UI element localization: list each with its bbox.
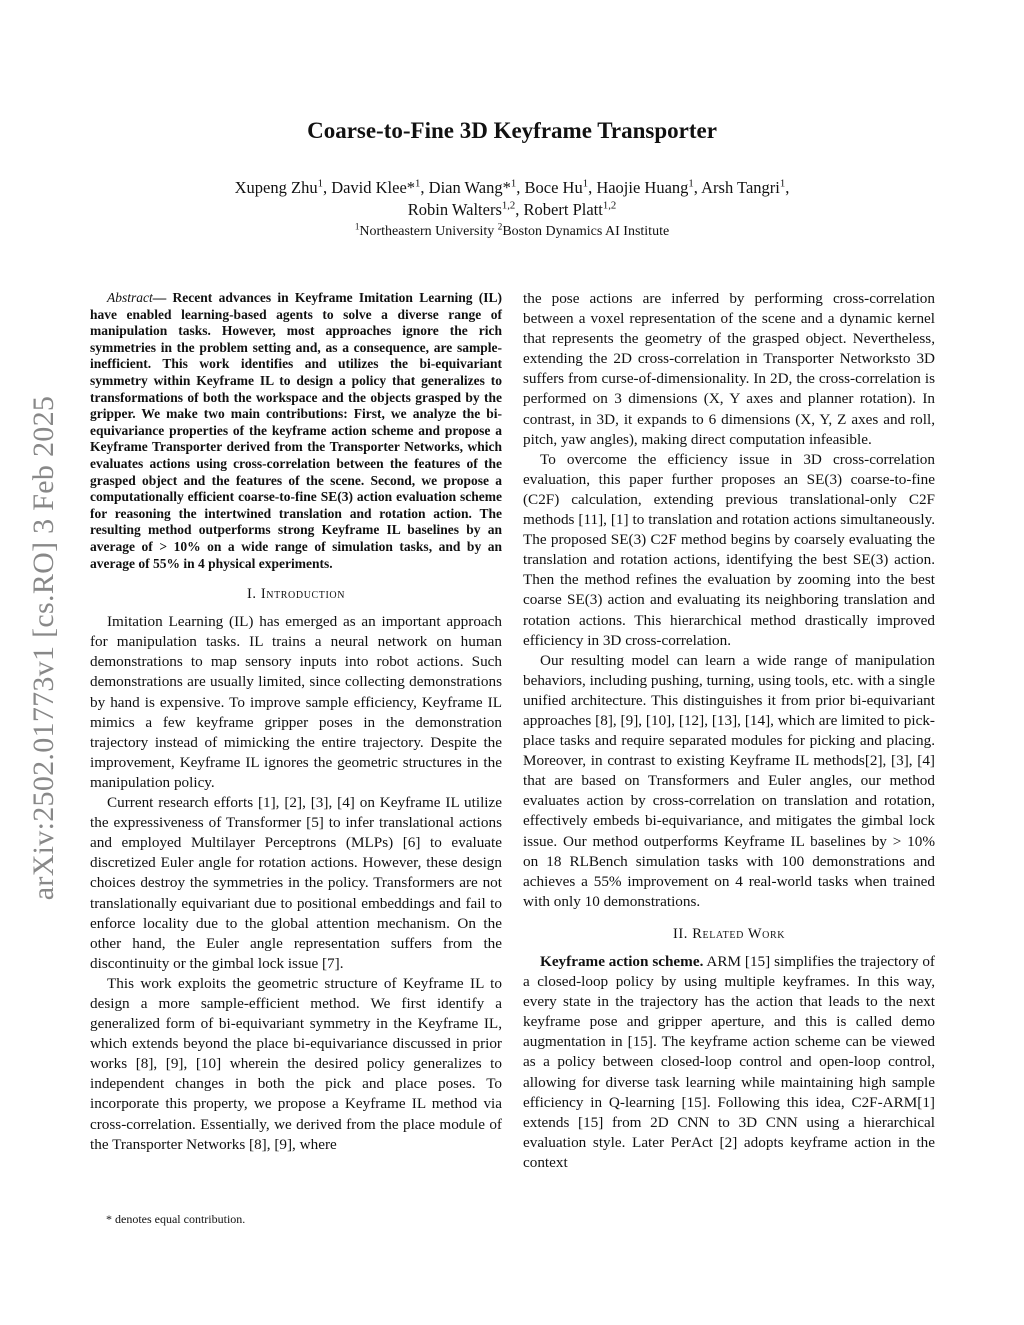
author-affiliation-mark: 1 (415, 177, 421, 190)
arxiv-side-stamp: arXiv:2502.01773v1 [cs.RO] 3 Feb 2025 (27, 395, 60, 901)
author-separator: , (693, 178, 702, 197)
intro-paragraph: To overcome the efficiency issue in 3D cross-correlation evaluation, this paper further proposes an SE(3) coarse-to-fine (C2F) calculation, extending previous translational-only C2F methods [11], [1] to translation and rotation actions simultaneously. The proposed SE(3) C2F method begins by coarsely evaluating the translation and rotation actions, identifying the best SE(3) action. Then the method refines the evaluation by zooming into the best coarse SE(3) action and evaluating its neighboring translation and rotation actions. This hierarchical method drastically improved efficiency in 3D cross-correlation. (523, 450, 935, 649)
author-name: Robin Walters (407, 200, 502, 219)
author-name: Haojie Huang (596, 178, 689, 197)
right-column (523, 289, 935, 1173)
author-separator: , (420, 178, 429, 197)
author-name: Dian Wang* (428, 178, 511, 197)
intro-paragraph: This work exploits the geometric structure of Keyframe IL to design a more sample-efficient method. We first identify a generalized form of bi-equivariant symmetry in the Keyframe IL, which extends beyond the place bi-equivariance discussed in prior works [8], [9], [10] wherein the desired policy generalizes to independent changes in both the pick and place poses. To incorporate this property, we propose a Keyframe IL method via cross-correlation. Essentially, we derived from the place module of the Transporter Networks [8], [9], where (90, 974, 502, 1153)
abstract (90, 290, 502, 572)
related-work-text: ARM [15] simplifies the trajectory of a closed-loop policy by using multiple keyframes. In this way, every state in the trajectory has the action that leads to the next keyframe pose and gripper aperture, and this is called demo augmentation in [15]. The keyframe action scheme can be viewed as a policy between closed-loop control and open-loop control, allowing for diverse task learning while maintaining high sample efficiency in Q-learning [15]. Following this idea, C2F-ARM[1] extends [15] from 2D CNN to 3D CNN using a hierarchical evaluation style. Later PerAct [2] adopts keyframe action in the context (523, 953, 935, 1171)
related-work-run-in-heading: Keyframe action scheme. (540, 953, 704, 970)
author-name: Arsh Tangri (701, 178, 780, 197)
author-affiliation-mark: 1 (582, 177, 589, 190)
abstract-label: Abstract (107, 290, 153, 305)
affiliation-mark: 2 (497, 221, 503, 232)
intro-paragraph: Our resulting model can learn a wide range of manipulation behaviors, including pushing, turning, using tools, etc. with a single unified architecture. This distinguishes it from prior bi-equivariant approaches [8], [9], [10], [12], [13], [14], which are limited to pick-place tasks and require separated modules for picking and placing. Moreover, in contrast to existing Keyframe IL methods[2], [3], [4] that are based on Transformers and Euler angles, our method evaluates action by cross-correlation on translation and rotation, effectively embeds bi-equivariance, and mitigates the gimbal lock issue. Our method outperforms Keyframe IL baselines by > 10% on 18 RLBench simulation tasks with 100 demonstrations and achieves a 55% improvement on 4 real-world tasks when trained with only 10 demonstrations. (523, 651, 935, 910)
author-affiliation-mark: 1,2 (501, 199, 516, 212)
section-heading-related-work: II. Related Work (672, 925, 786, 942)
intro-paragraph-continued: the pose actions are inferred by performing cross-correlation between a voxel representation of the scene and a dynamic kernel that represents the geometry of the grasped object. Nevertheless, extending the 2D cross-correlation in Transporter Networksto 3D suffers from curse-of-dimensionality. In 2D, the cross-correlation is performed on 3 dimensions (X, Y axes and planner rotation). In contrast, in 3D, it expands to 6 dimensions (X, Y, Z axes and roll, pitch, yaw angles), making direct computation infeasible. (523, 290, 935, 448)
abstract-dash: — (152, 290, 173, 305)
intro-paragraph: Imitation Learning (IL) has emerged as an important approach for manipulation tasks. IL trains a neural network on human demonstrations to map sensory inputs into robot actions. Such demonstrations are usually limited, since collecting demonstrations by hand is expensive. To improve sample efficiency, Keyframe IL mimics a few keyframe gripper poses in the demonstration trajectory instead of mimicking the entire trajectory. Despite the improvement, Keyframe IL ignores the geometric structures in the manipulation policy. (90, 613, 502, 791)
footnote-equal-contribution: * denotes equal contribution. (106, 1212, 246, 1226)
author-separator: , (322, 178, 332, 197)
intro-paragraph: Current research efforts [1], [2], [3], [4] on Keyframe IL utilize the expressiveness of Transformer [5] to infer translational actions and employed Multilayer Perceptrons (MLPs) [6] to evaluate discretized Euler angle for rotation actions. However, these design choices destroy the symmetries in the policy. Transformers are not translationally equivariant due to positional embeddings and fail to enforce locality due to the global attention mechanism. On the other hand, the Euler angle representation suffers from the discontinuity or the gimbal lock issue [7]. (90, 794, 502, 972)
left-column (90, 290, 502, 1155)
author-name: David Klee* (331, 178, 416, 197)
author-separator: , (515, 200, 524, 219)
author-affiliation-mark: 1 (510, 177, 517, 190)
author-name: Robert Platt (523, 200, 603, 219)
author-separator: , (516, 178, 525, 197)
paper-title: Coarse-to-Fine 3D Keyframe Transporter (307, 118, 717, 143)
affiliations (90, 221, 934, 240)
related-work-paragraph (523, 952, 935, 1173)
author-affiliation-mark: 1 (317, 177, 323, 190)
author-affiliation-mark: 1,2 (602, 199, 617, 212)
author-name: Xupeng Zhu (234, 178, 318, 197)
author-separator: , (588, 178, 597, 197)
author-separator: , (785, 178, 790, 197)
abstract-text: Recent advances in Keyframe Imitation Learning (IL) have enabled learning-based agents to solve a diverse range of manipulation tasks. However, most approaches ignore the rich symmetries in the problem setting and, as a consequence, are sample-inefficient. This work identifies and utilizes the bi-equivariant symmetry within Keyframe IL to design a policy that generalizes to transformations of both the workspace and the objects grasped by the gripper. We make two main contributions: First, we analyze the bi-equivariance properties of the keyframe action scheme and propose a Keyframe Transporter derived from the Transporter Networks, which evaluates actions using cross-correlation between the features of the grasped object and the features of the scene. Second, we propose a computationally efficient coarse-to-fine SE(3) action evaluation scheme for reasoning the intertwined translation and rotation action. The resulting method outperforms strong Keyframe IL baselines by an average of > 10% on a wide range of simulation tasks, and by an average of 55% in 4 physical experiments. (90, 290, 503, 571)
author-affiliation-mark: 1 (688, 177, 694, 190)
affiliation-name: Northeastern University (359, 224, 495, 239)
affiliation-mark: 1 (354, 221, 360, 232)
affiliation-name: Boston Dynamics AI Institute (502, 224, 670, 239)
author-list-line-2 (90, 200, 934, 220)
author-name: Boce Hu (524, 178, 583, 197)
author-list-line-1 (90, 178, 934, 198)
author-affiliation-mark: 1 (779, 177, 786, 190)
section-heading-introduction: I. Introduction (246, 586, 346, 603)
